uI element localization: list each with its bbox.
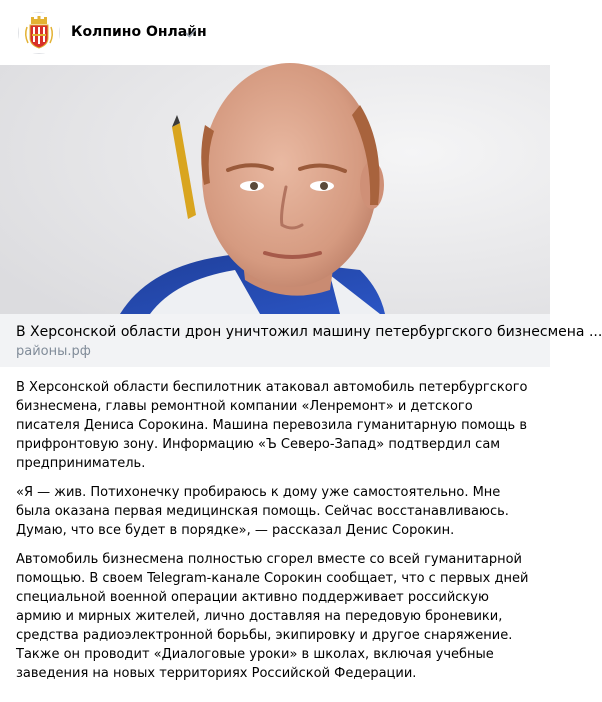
link-card[interactable] bbox=[0, 65, 602, 367]
post-text bbox=[16, 378, 536, 693]
group-name[interactable]: Колпино Онлайн bbox=[71, 24, 207, 40]
post-header bbox=[0, 0, 600, 64]
link-domain: районы.рф bbox=[16, 344, 91, 359]
post-paragraph: «Я — жив. Потихонечку пробираюсь к дому уже самостоятельно. Мне была оказана первая медицинская помощь. Сейчас восстанавливаюсь. Думаю, что все будет в порядке», — рассказал Денис Сорокин. bbox=[16, 485, 509, 538]
photo-man-portrait bbox=[0, 65, 550, 314]
check-icon bbox=[185, 27, 197, 39]
link-image[interactable] bbox=[0, 65, 550, 314]
post-paragraph: Автомобиль бизнесмена полностью сгорел вместе со всей гуманитарной помощью. В своем Telegram-канале Сорокин сообщает, что с первых дней специальной военной операции активно поддерживает российскую армию и мирных жителей, лично доставляя на передовую броневики, средства радиоэлектронной борьбы, экипировку и другое снаряжение. Также он проводит «Диалоговые уроки» в школах, включая учебные заведения на новых территориях Российской Федерации. bbox=[16, 552, 529, 681]
avatar[interactable] bbox=[18, 12, 60, 54]
coat-of-arms-icon bbox=[19, 13, 59, 53]
link-title[interactable]: В Херсонской области дрон уничтожил машину петербургского бизнесмена ... bbox=[16, 324, 602, 340]
post-paragraph: В Херсонской области беспилотник атаковал автомобиль петербургского бизнесмена, главы ремонтной компании «Ленремонт» и детского писателя Дениса Сорокина. Машина перевозила гуманитарную помощь в прифронтовую зону. Информацию «Ъ Северо-Запад» подтвердил сам предприниматель. bbox=[16, 380, 528, 471]
